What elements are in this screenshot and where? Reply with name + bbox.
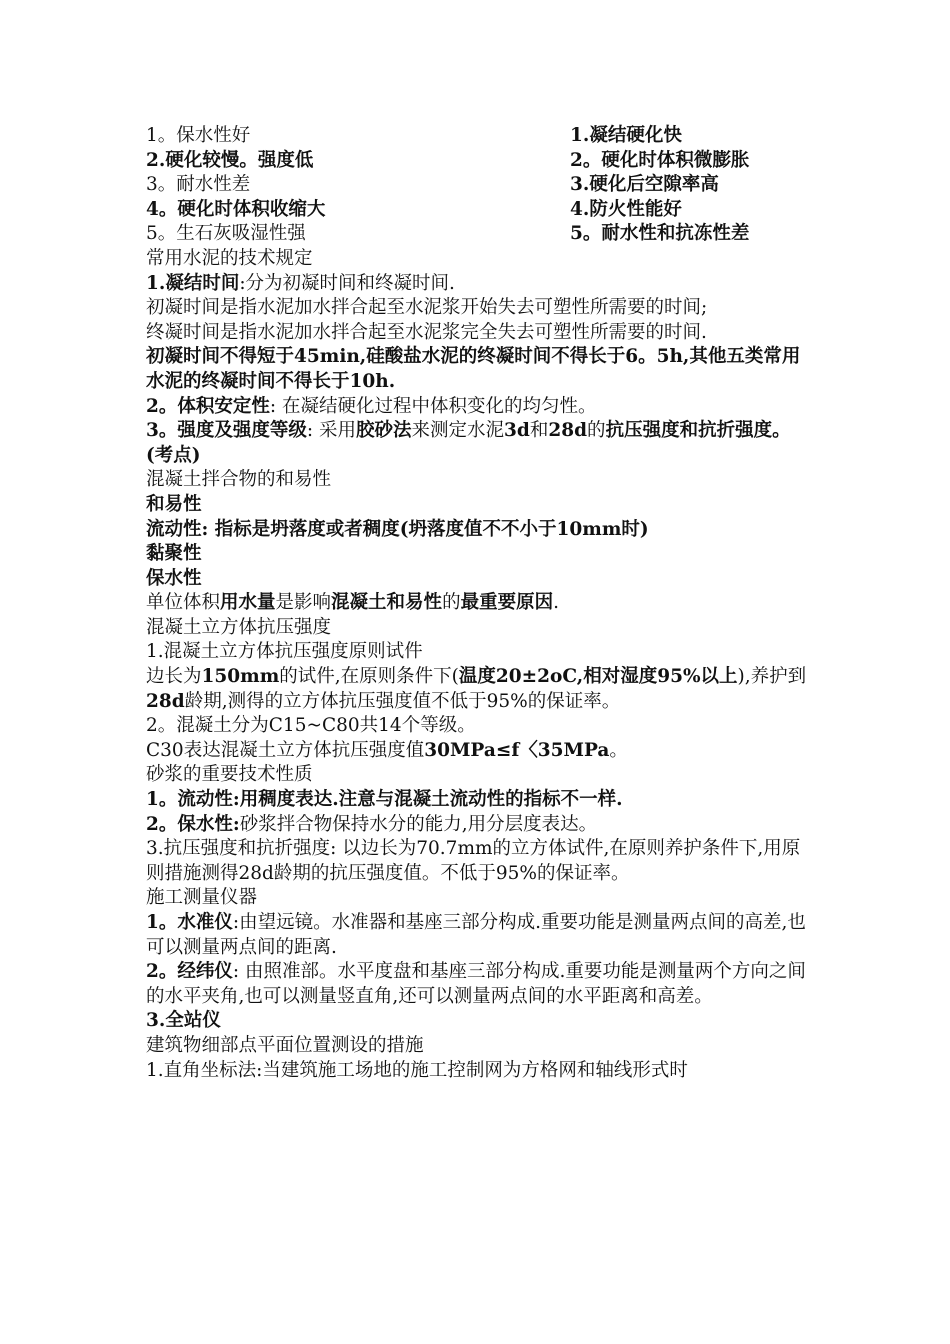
cohesion-line: 黏聚性 xyxy=(146,543,202,565)
rectangular-coordinate-method: 1.直角坐标法:当建筑施工场地的施工控制网为方格网和轴线形式时 xyxy=(146,1059,688,1081)
lime-property-4: 4。硬化时体积收缩大 xyxy=(146,198,326,220)
setting-time-limits: 初凝时间不得短于45min,硅酸盐水泥的终凝时间不得长于6。5h,其他五类常用水泥的终凝时间不得长于10h. xyxy=(146,346,801,392)
cube-desc-1: 边长为 xyxy=(146,666,202,688)
water-note-6: 最重要原因 xyxy=(460,592,554,614)
cube-desc-7: 龄期,测得的立方体抗压强度值不低于95%的保证率。 xyxy=(184,690,621,712)
water-note-5: 的 xyxy=(442,592,461,614)
total-station: 3.全站仪 xyxy=(146,1010,221,1032)
c30-text-2: 30MPa≤f〈35MPa xyxy=(424,739,610,761)
level-instrument xyxy=(146,911,810,960)
gypsum-property-1: 1.凝结硬化快 xyxy=(570,125,682,146)
lime-property-5: 5。生石灰吸湿性强 xyxy=(146,223,306,245)
soundness-desc: : 在凝结硬化过程中体积变化的均匀性。 xyxy=(269,395,597,417)
soundness-label: 2。体积安定性 xyxy=(146,395,270,417)
water-retention-line: 保水性 xyxy=(146,567,202,589)
setting-time-desc: :分为初凝时间和终凝时间. xyxy=(239,272,455,294)
water-content-note xyxy=(146,591,810,616)
cube-desc-6: 28d xyxy=(146,690,185,712)
c30-text-3: 。 xyxy=(609,739,628,761)
theodolite-instrument xyxy=(146,960,810,1009)
lime-property-3: 3。耐水性差 xyxy=(146,174,251,196)
strength-text-2: 胶砂法 xyxy=(356,420,412,442)
water-note-4: 混凝土和易性 xyxy=(331,592,443,614)
cube-strength-heading: 混凝土立方体抗压强度 xyxy=(146,616,332,638)
cube-desc-2: 150mm xyxy=(201,666,280,688)
document-page xyxy=(146,124,810,1083)
water-note-3: 是影响 xyxy=(275,592,332,614)
strength-text-6: 28d xyxy=(548,420,588,442)
cube-desc-3: 的试件,在原则条件下( xyxy=(279,666,459,688)
strength-text-7: 的 xyxy=(587,420,606,442)
survey-instruments-heading: 施工测量仪器 xyxy=(146,887,258,909)
workability-term: 和易性 xyxy=(146,493,202,515)
cube-specimen-desc xyxy=(146,665,810,714)
strength-text-4: 3d xyxy=(504,420,530,442)
workability-heading: 混凝土拌合物的和易性 xyxy=(146,469,332,491)
mortar-strength: 3.抗压强度和抗折强度: 以边长为70.7mm的立方体试件,在原则养护条件下,用原则措施测得28d龄期的抗压强度值。不低于95%的保证率。 xyxy=(146,838,801,884)
gypsum-property-2: 2。硬化时体积微膨胀 xyxy=(570,149,750,171)
strength-grade-item xyxy=(146,419,810,468)
mortar-water-retention xyxy=(146,813,810,838)
layout-method-heading: 建筑物细部点平面位置测设的措施 xyxy=(146,1034,424,1056)
water-note-2: 用水量 xyxy=(220,592,276,614)
gypsum-property-4: 4.防火性能好 xyxy=(570,198,682,220)
strength-text-8: 抗压强度和抗折强度。(考点) xyxy=(146,420,791,466)
initial-set-definition: 初凝时间是指水泥加水拌合起至水泥浆开始失去可塑性所需要的时间; xyxy=(146,297,708,319)
gypsum-property-3: 3.硬化后空隙率高 xyxy=(570,174,719,196)
strength-text-5: 和 xyxy=(529,420,549,442)
water-note-1: 单位体积 xyxy=(146,592,221,614)
strength-grade-label: 3。强度及强度等级 xyxy=(146,420,307,442)
level-label: 1。水准仪 xyxy=(146,912,233,933)
lime-property-2: 2.硬化较慢。强度低 xyxy=(146,149,314,171)
cube-desc-4: 温度20±2oC,相对湿度95%以上 xyxy=(458,666,738,688)
cube-desc-5: ),养护到 xyxy=(737,666,807,688)
mortar-retention-label: 2。保水性: xyxy=(146,813,240,835)
concrete-grades: 2。混凝土分为C15~C80共14个等级。 xyxy=(146,715,476,737)
mortar-fluidity: 1。流动性:用稠度表达.注意与混凝土流动性的指标不一样. xyxy=(146,789,623,811)
c30-definition xyxy=(146,739,810,764)
lime-property-1: 1。保水性好 xyxy=(146,125,251,146)
strength-text-3: 来测定水泥 xyxy=(411,420,505,442)
theodolite-label: 2。经纬仪 xyxy=(146,961,233,983)
fluidity-line: 流动性: 指标是坍落度或者稠度(坍落度值不不小于10mm时) xyxy=(146,518,649,540)
gypsum-properties-column xyxy=(570,124,810,247)
lime-properties-column xyxy=(146,124,570,247)
strength-text-1: : 采用 xyxy=(306,420,356,442)
water-note-7: . xyxy=(553,592,559,614)
theodolite-desc: : 由照准部。水平度盘和基座三部分构成.重要功能是测量两个方向之间的水平夹角,也可以测量竖直角,还可以测量两点间的水平距离和高差。 xyxy=(146,961,806,1007)
final-set-definition: 终凝时间是指水泥加水拌合起至水泥浆完全失去可塑性所需要的时间. xyxy=(146,321,707,343)
mortar-retention-desc: 砂浆拌合物保持水分的能力,用分层度表达。 xyxy=(239,813,598,835)
gypsum-property-5: 5。耐水性和抗冻性差 xyxy=(570,223,750,245)
lime-gypsum-comparison xyxy=(146,124,810,247)
setting-time-item xyxy=(146,272,810,297)
soundness-item xyxy=(146,395,810,420)
setting-time-label: 1.凝结时间 xyxy=(146,272,240,294)
c30-text-1: C30表达混凝土立方体抗压强度值 xyxy=(146,739,425,761)
mortar-heading: 砂浆的重要技术性质 xyxy=(146,764,313,786)
cube-standard-specimen: 1.混凝土立方体抗压强度原则试件 xyxy=(146,641,423,663)
level-desc: :由望远镜。水准器和基座三部分构成.重要功能是测量两点间的高差,也可以测量两点间的距离. xyxy=(146,912,806,958)
cement-section-heading: 常用水泥的技术规定 xyxy=(146,247,313,269)
